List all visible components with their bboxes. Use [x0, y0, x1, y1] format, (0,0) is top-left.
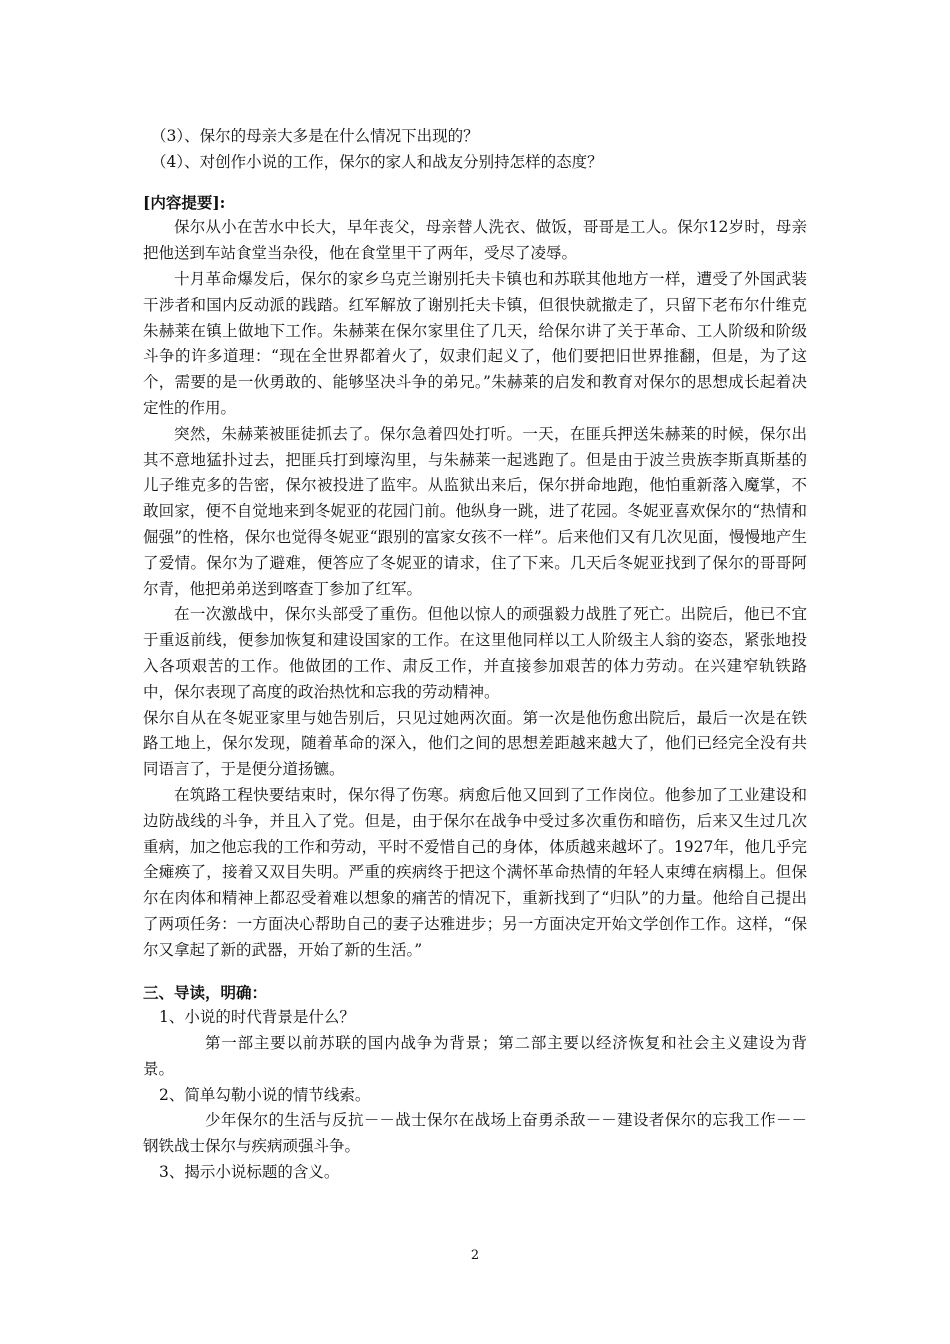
guide-question-3: 3、揭示小说标题的含义。 — [159, 1163, 340, 1182]
summary-paragraph: 在一次激战中，保尔头部受了重伤。但他以惊人的顽强毅力战胜了死亡。出院后，他已不宜于重返前线，便参加恢复和建设国家的工作。在这里他同样以工人阶级主人翁的姿态，紧张地投入各项艰苦的工作。他做团的工作、肃反工作，并直接参加艰苦的体力劳动。在兴建窄轨铁路中，保尔表现了高度的政治热忱和忘我的劳动精神。 — [143, 605, 807, 701]
guide-question-1: 1、小说的时代背景是什么？ — [159, 1008, 355, 1027]
summary-paragraph: 保尔从小在苦水中长大，早年丧父，母亲替人洗衣、做饭，哥哥是工人。保尔12岁时，母亲把他送到车站食堂当杂役，他在食堂里干了两年，受尽了凌辱。 — [143, 218, 807, 263]
question-4: （4）、对创作小说的工作，保尔的家人和战友分别持怎样的态度？ — [151, 152, 603, 171]
summary-paragraph: 十月革命爆发后，保尔的家乡乌克兰谢别托夫卡镇也和苏联其他地方一样，遭受了外国武装干涉者和国内反动派的践踏。红军解放了谢别托夫卡镇，但很快就撤走了，只留下老布尔什维克朱赫莱在镇上做地下工作。朱赫莱在保尔家里住了几天，给保尔讲了关于革命、工人阶级和阶级斗争的许多道理：“现在全世界都着火了，奴隶们起义了，他们要把旧世界推翻，但是，为了这个，需要的是一伙勇敢的、能够坚决斗争的弟兄。”朱赫莱的启发和教育对保尔的思想成长起着决定性的作用。 — [143, 269, 807, 417]
page-number: 2 — [470, 1248, 480, 1263]
question-3: （3）、保尔的母亲大多是在什么情况下出现的？ — [151, 127, 479, 145]
summary-heading: [内容提要]: — [143, 192, 226, 212]
guide-answer-1: 第一部主要以前苏联的国内战争为背景；第二部主要以经济恢复和社会主义建设为背景。 — [143, 1034, 807, 1078]
guide-heading: 三、导读，明确： — [143, 982, 268, 1002]
summary-paragraph: 保尔自从在冬妮亚家里与她告别后，只见过她两次面。第一次是他伤愈出院后，最后一次是在铁路工地上，保尔发现，随着革命的深入，他们之间的思想差距越来越大了，他们已经完全没有共同语言了，于是便分道扬镳。 — [143, 708, 807, 779]
summary-paragraph: 在筑路工程快要结束时，保尔得了伤寒。病愈后他又回到了工作岗位。他参加了工业建设和边防战线的斗争，并且入了党。但是，由于保尔在战争中受过多次重伤和暗伤，后来又生过几次重病，加之他忘我的工作和劳动，平时不爱惜自己的身体，体质越来越坏了。1927年，他几乎完全瘫痪了，接着又双目失明。严重的疾病终于把这个满怀革命热情的年轻人束缚在病榻上。但保尔在肉体和精神上都忍受着难以想象的痛苦的情况下，重新找到了“归队”的力量。他给自己提出了两项任务：一方面决心帮助自己的妻子达雅进步；另一方面决定开始文学创作工作。这样，“保尔又拿起了新的武器，开始了新的生活。” — [143, 785, 807, 959]
summary-paragraph: 突然，朱赫莱被匪徒抓去了。保尔急着四处打听。一天，在匪兵押送朱赫莱的时候，保尔出其不意地猛扑过去，把匪兵打到壕沟里，与朱赫莱一起逃跑了。但是由于波兰贵族李斯真斯基的儿子维克多的告密，保尔被投进了监牢。从监狱出来后，保尔拼命地跑，他怕重新落入魔掌，不敢回家，便不自觉地来到冬妮亚的花园门前。他纵身一跳，进了花园。冬妮亚喜欢保尔的“热情和倔强”的性格，保尔也觉得冬妮亚“跟别的富家女孩不一样”。后来他们又有几次见面，慢慢地产生了爱情。保尔为了避难，便答应了冬妮亚的请求，住了下来。几天后冬妮亚找到了保尔的哥哥阿尔青，他把弟弟送到喀查丁参加了红军。 — [143, 424, 807, 598]
guide-question-2: 2、简单勾勒小说的情节线索。 — [159, 1085, 371, 1104]
page-content — [143, 124, 807, 1186]
guide-answer-2: 少年保尔的生活与反抗－－战士保尔在战场上奋勇杀敌－－建设者保尔的忘我工作－－钢铁战士保尔与疾病顽强斗争。 — [143, 1111, 807, 1156]
